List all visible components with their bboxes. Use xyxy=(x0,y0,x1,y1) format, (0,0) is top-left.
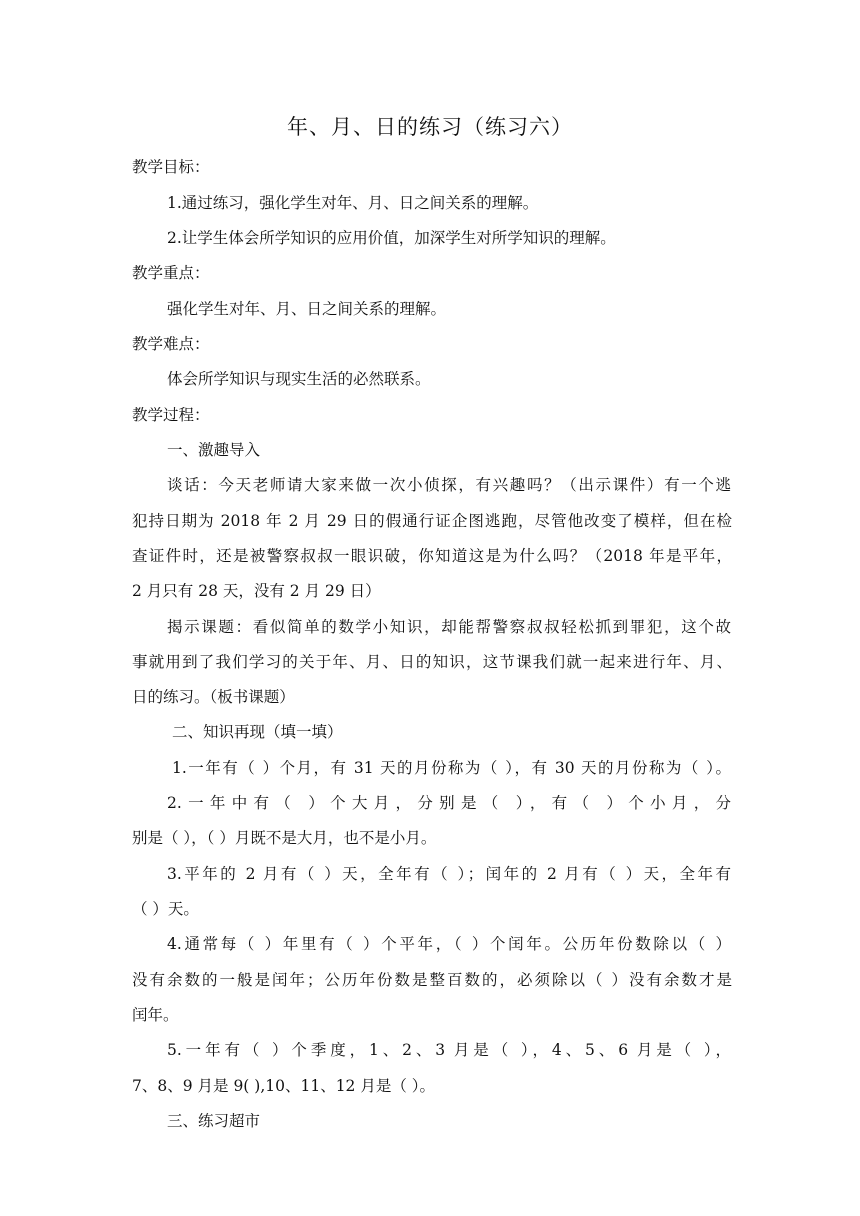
paragraph-line: 揭示课题：看似简单的数学小知识，却能帮警察叔叔轻松抓到罪犯，这个故 xyxy=(167,618,731,636)
question-line: 闰年。 xyxy=(132,1006,179,1024)
key-point-text: 强化学生对年、月、日之间关系的理解。 xyxy=(167,300,447,318)
section-heading-key-points: 教学重点： xyxy=(132,264,210,282)
question-line: 4.通常每（ ）年里有（ ）个平年，（ ）个闰年。公历年份数除以（ ） xyxy=(167,935,731,953)
question-line: 没有余数的一般是闰年；公历年份数是整百数的，必须除以（ ）没有余数才是 xyxy=(132,971,732,989)
question-line: 别是（ ），（ ）月既不是大月，也不是小月。 xyxy=(132,829,437,847)
paragraph-line: 查证件时，还是被警察叔叔一眼识破，你知道这是为什么吗？（2018 年是平年， xyxy=(132,547,732,565)
question-line: 5.一年有（ ）个季度，1、2、3 月是（ ），4、5、6 月是（ ）， xyxy=(167,1041,731,1059)
section-heading-difficulties: 教学难点： xyxy=(132,335,210,353)
question-line: 1.一年有（ ）个月，有 31 天的月份称为（ ），有 30 天的月份称为（ ）。 xyxy=(172,759,731,777)
question-line: 2.一年中有（ ）个大月，分别是（ ），有（ ）个小月，分 xyxy=(167,794,731,812)
question-line: 7、8、9 月是 9( ),10、11、12 月是（ ）。 xyxy=(132,1077,436,1095)
difficulty-text: 体会所学知识与现实生活的必然联系。 xyxy=(167,370,431,388)
paragraph-line: 日的练习。（板书课题） xyxy=(132,688,295,706)
paragraph-line: 犯持日期为 2018 年 2 月 29 日的假通行证企图逃跑，尽管他改变了模样，但在检 xyxy=(132,512,732,530)
question-line: 3.平年的 2 月有（ ）天，全年有（ ）；闰年的 2 月有（ ）天，全年有 xyxy=(167,865,731,883)
part-heading-2: 二、知识再现（填一填） xyxy=(172,723,343,741)
section-heading-objectives: 教学目标： xyxy=(132,158,210,176)
objective-item-2: 2.让学生体会所学知识的应用价值，加深学生对所学知识的理解。 xyxy=(167,229,616,247)
section-heading-process: 教学过程： xyxy=(132,406,210,424)
paragraph-line: 2 月只有 28 天，没有 2 月 29 日） xyxy=(132,582,381,600)
objective-item-1: 1.通过练习，强化学生对年、月、日之间关系的理解。 xyxy=(167,194,539,212)
paragraph-line: 事就用到了我们学习的关于年、月、日的知识，这节课我们就一起来进行年、月、 xyxy=(132,653,732,671)
question-line: （ ）天。 xyxy=(132,900,199,918)
paragraph-line: 谈话：今天老师请大家来做一次小侦探，有兴趣吗？（出示课件）有一个逃 xyxy=(167,476,731,494)
part-heading-3: 三、练习超市 xyxy=(167,1112,261,1130)
document-title: 年、月、日的练习（练习六） xyxy=(287,115,573,139)
part-heading-1: 一、激趣导入 xyxy=(167,441,261,459)
